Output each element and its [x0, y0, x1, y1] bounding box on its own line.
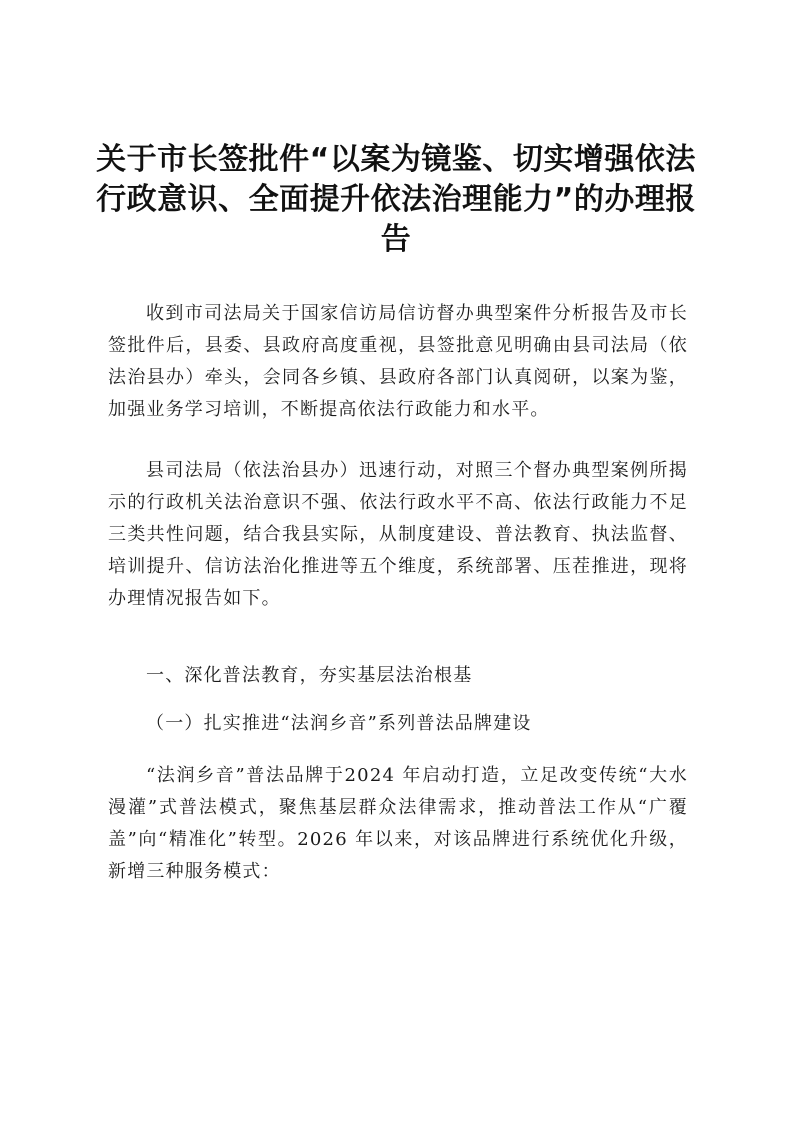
section-heading: 一、深化普法教育，夯实基层法治根基 [146, 665, 473, 686]
body-paragraph: “法润乡音”普法品牌于2024 年启动打造，立足改变传统“大水漫灌”式普法模式，聚焦基层群众法律需求，推动普法工作从“广覆盖”向“精准化”转型。2026 年以来，对该品牌进行系统优化升级，新增三种服务模式： [108, 765, 688, 882]
action-paragraph: 县司法局（依法治县办）迅速行动，对照三个督办典型案例所揭示的行政机关法治意识不强、依法行政水平不高、依法行政能力不足三类共性问题，结合我县实际，从制度建设、普法教育、执法监督、培训提升、信访法治化推进等五个维度，系统部署、压茬推进，现将办理情况报告如下。 [108, 460, 688, 609]
document-title: 关于市长签批件“以案为镜鉴、切实增强依法行政意识、全面提升依法治理能力”的办理报告 [96, 142, 696, 257]
subsection-heading: （一）扎实推进“法润乡音”系列普法品牌建设 [146, 713, 532, 734]
intro-paragraph: 收到市司法局关于国家信访局信访督办典型案件分析报告及市长签批件后，县委、县政府高度重视，县签批意见明确由县司法局（依法治县办）牵头，会同各乡镇、县政府各部门认真阅研，以案为鉴，加强业务学习培训，不断提高依法行政能力和水平。 [108, 303, 688, 420]
